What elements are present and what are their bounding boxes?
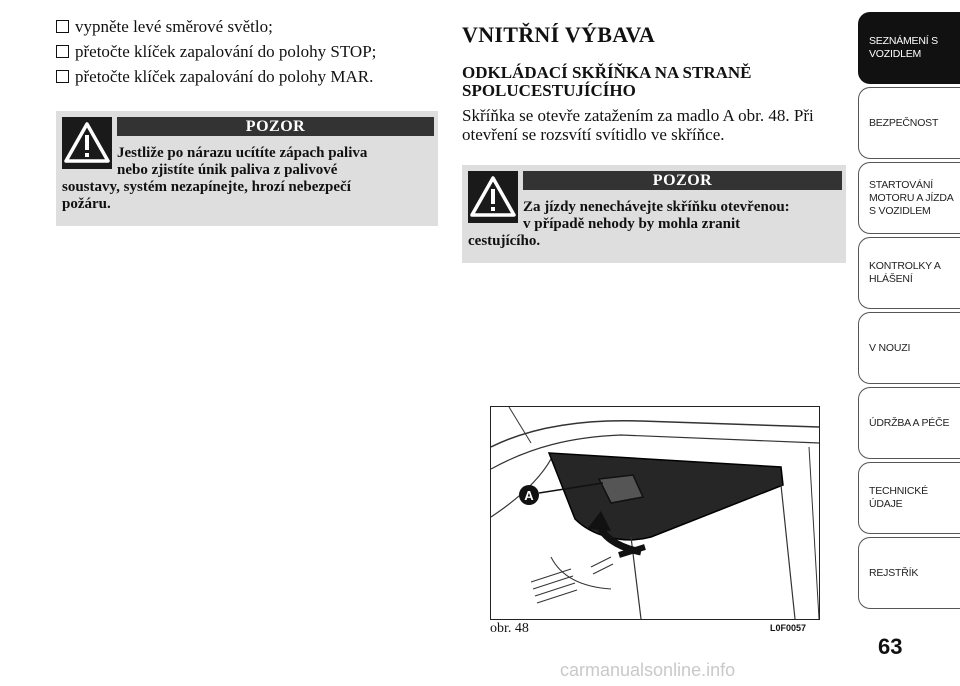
tab-udrzba[interactable]: ÚDRŽBA A PÉČE [858, 387, 960, 459]
tab-kontrolky[interactable]: KONTROLKY A HLÁŠENÍ [858, 237, 960, 309]
checkbox-bullet-icon [56, 70, 69, 83]
bullet-list [56, 14, 436, 89]
tab-startovani[interactable]: STARTOVÁNÍ MOTORU A JÍZDA S VOZIDLEM [858, 162, 960, 234]
figure-caption: obr. 48 [490, 621, 529, 636]
warning-box-glovebox [462, 165, 846, 263]
tab-seznameni[interactable]: SEZNÁMENÍ S VOZIDLEM [858, 12, 960, 84]
tab-technicke-udaje[interactable]: TECHNICKÉ ÚDAJE [858, 462, 960, 534]
checkbox-bullet-icon [56, 45, 69, 58]
tab-v-nouzi[interactable]: V NOUZI [858, 312, 960, 384]
watermark: carmanualsonline.info [560, 660, 736, 680]
warning-text-cont: cestujícího. [468, 233, 541, 249]
warning-box-fuel [56, 111, 438, 226]
warning-text: Za jízdy nenechávejte skříňku otevřenou: v případě nehody by mohla zranit [523, 199, 790, 232]
warning-title: POZOR [117, 117, 434, 136]
list-item: vypněte levé směrové světlo; [56, 14, 436, 39]
list-item: přetočte klíček zapalování do polohy STOP; [56, 39, 436, 64]
section-heading: VNITŘNÍ VÝBAVA [462, 22, 656, 47]
warning-text: Jestliže po nárazu ucítíte zápach paliva nebo zjistíte únik paliva z palivové [117, 145, 368, 178]
checkbox-bullet-icon [56, 20, 69, 33]
warning-text-cont: soustavy, systém nezapínejte, hrozí nebezpečí požáru. [62, 179, 351, 212]
warning-title: POZOR [523, 171, 842, 190]
page-number: 63 [878, 634, 903, 659]
figure-code: L0F0057 [770, 623, 807, 633]
figure-label: A [524, 488, 534, 503]
list-item: přetočte klíček zapalování do polohy MAR. [56, 64, 436, 89]
tab-rejstrik[interactable]: REJSTŘÍK [858, 537, 960, 609]
chapter-tabs [858, 12, 960, 612]
warning-icon [62, 117, 112, 169]
glovebox-drawing [491, 407, 819, 619]
body-paragraph: Skříňka se otevře zatažením za madlo A obr. 48. Při otevření se rozsvítí svítidlo ve skříňce. [462, 106, 814, 144]
warning-icon [468, 171, 518, 223]
glovebox-illustration [490, 406, 820, 620]
tab-bezpecnost[interactable]: BEZPEČNOST [858, 87, 960, 159]
subsection-heading: ODKLÁDACÍ SKŘÍŇKA NA STRANĚ SPOLUCESTUJÍCÍHO [462, 63, 752, 100]
